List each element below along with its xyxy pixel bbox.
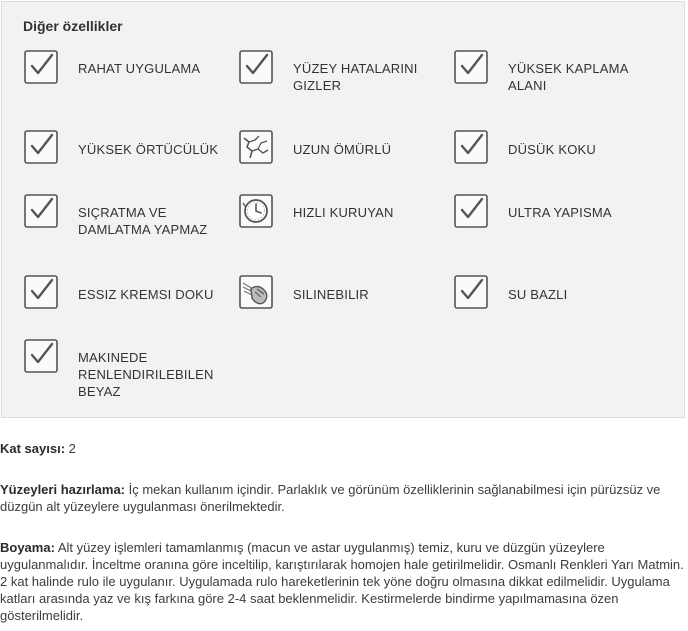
feature-label: HIZLI KURUYAN [293,205,394,220]
surface-label: Yüzeyleri hazırlama: [0,482,125,497]
feature-label: UZUN ÖMÜRLÜ [293,142,392,157]
feature-label: DÜSÜK KOKU [508,142,596,157]
features-title: Diğer özellikler [23,18,123,34]
feature-label: ULTRA YAPISMA [508,205,612,220]
feature-label: YÜZEY HATALARINI GIZLER [293,61,418,93]
checkbox-check-icon [454,50,488,84]
checkbox-check-icon [454,275,488,309]
checkbox-check-icon [239,50,273,84]
coats-label: Kat sayısı: [0,441,66,456]
feature-label: SU BAZLI [508,287,568,302]
features-panel [1,1,685,418]
checkbox-check-icon [24,194,58,228]
surface-paragraph [0,481,684,515]
coats-paragraph [0,440,684,457]
checkbox-check-icon [24,339,58,373]
feature-label: MAKINEDE RENLENDIRILEBILEN BEYAZ [78,350,214,399]
feature-label: RAHAT UYGULAMA [78,61,201,76]
feature-label: SILINEBILIR [293,287,369,302]
checkbox-check-icon [24,275,58,309]
checkbox-check-icon [454,130,488,164]
checkbox-check-icon [454,194,488,228]
painting-text: Alt yüzey işlemleri tamamlanmış (macun ve astar uygulanmış) temiz, kuru ve düzgün yüzeylere uygulanmalıdır. İnceltme oranına göre inceltilip, karıştırılarak homojen hale getirilmelidir. Osmanlı Renkleri Yarı Matmin. 2 kat halinde rulo ile uygulanır. Uygulamada rulo hareketlerinin tek yöne doğru olmasına dikkat edilmelidir. Uygulama katları arasında yaz ve kış farkına göre 2-4 saat beklenmelidir. Kestirmelerde bindirme yapılmamasına özen gösterilmelidir. [0,540,684,623]
coats-value: 2 [68,441,76,456]
feature-label: YÜKSEK KAPLAMA ALANI [508,61,628,93]
clock-icon [239,194,273,228]
feature-label: SIÇRATMA VE DAMLATMA YAPMAZ [78,205,208,237]
painting-paragraph [0,539,684,624]
checkbox-check-icon [24,130,58,164]
feature-label: YÜKSEK ÖRTÜCÜLÜK [78,142,219,157]
cracked-wall-icon [239,130,273,164]
checkbox-check-icon [24,50,58,84]
wipe-hand-icon [239,275,273,309]
surface-text: İç mekan kullanım içindir. Parlaklık ve görünüm özelliklerinin sağlanabilmesi için pürüzsüz ve düzgün alt yüzeylere uygulanması önerilmektedir. [0,482,661,514]
painting-label: Boyama: [0,540,55,555]
feature-label: ESSIZ KREMSI DOKU [78,287,214,302]
